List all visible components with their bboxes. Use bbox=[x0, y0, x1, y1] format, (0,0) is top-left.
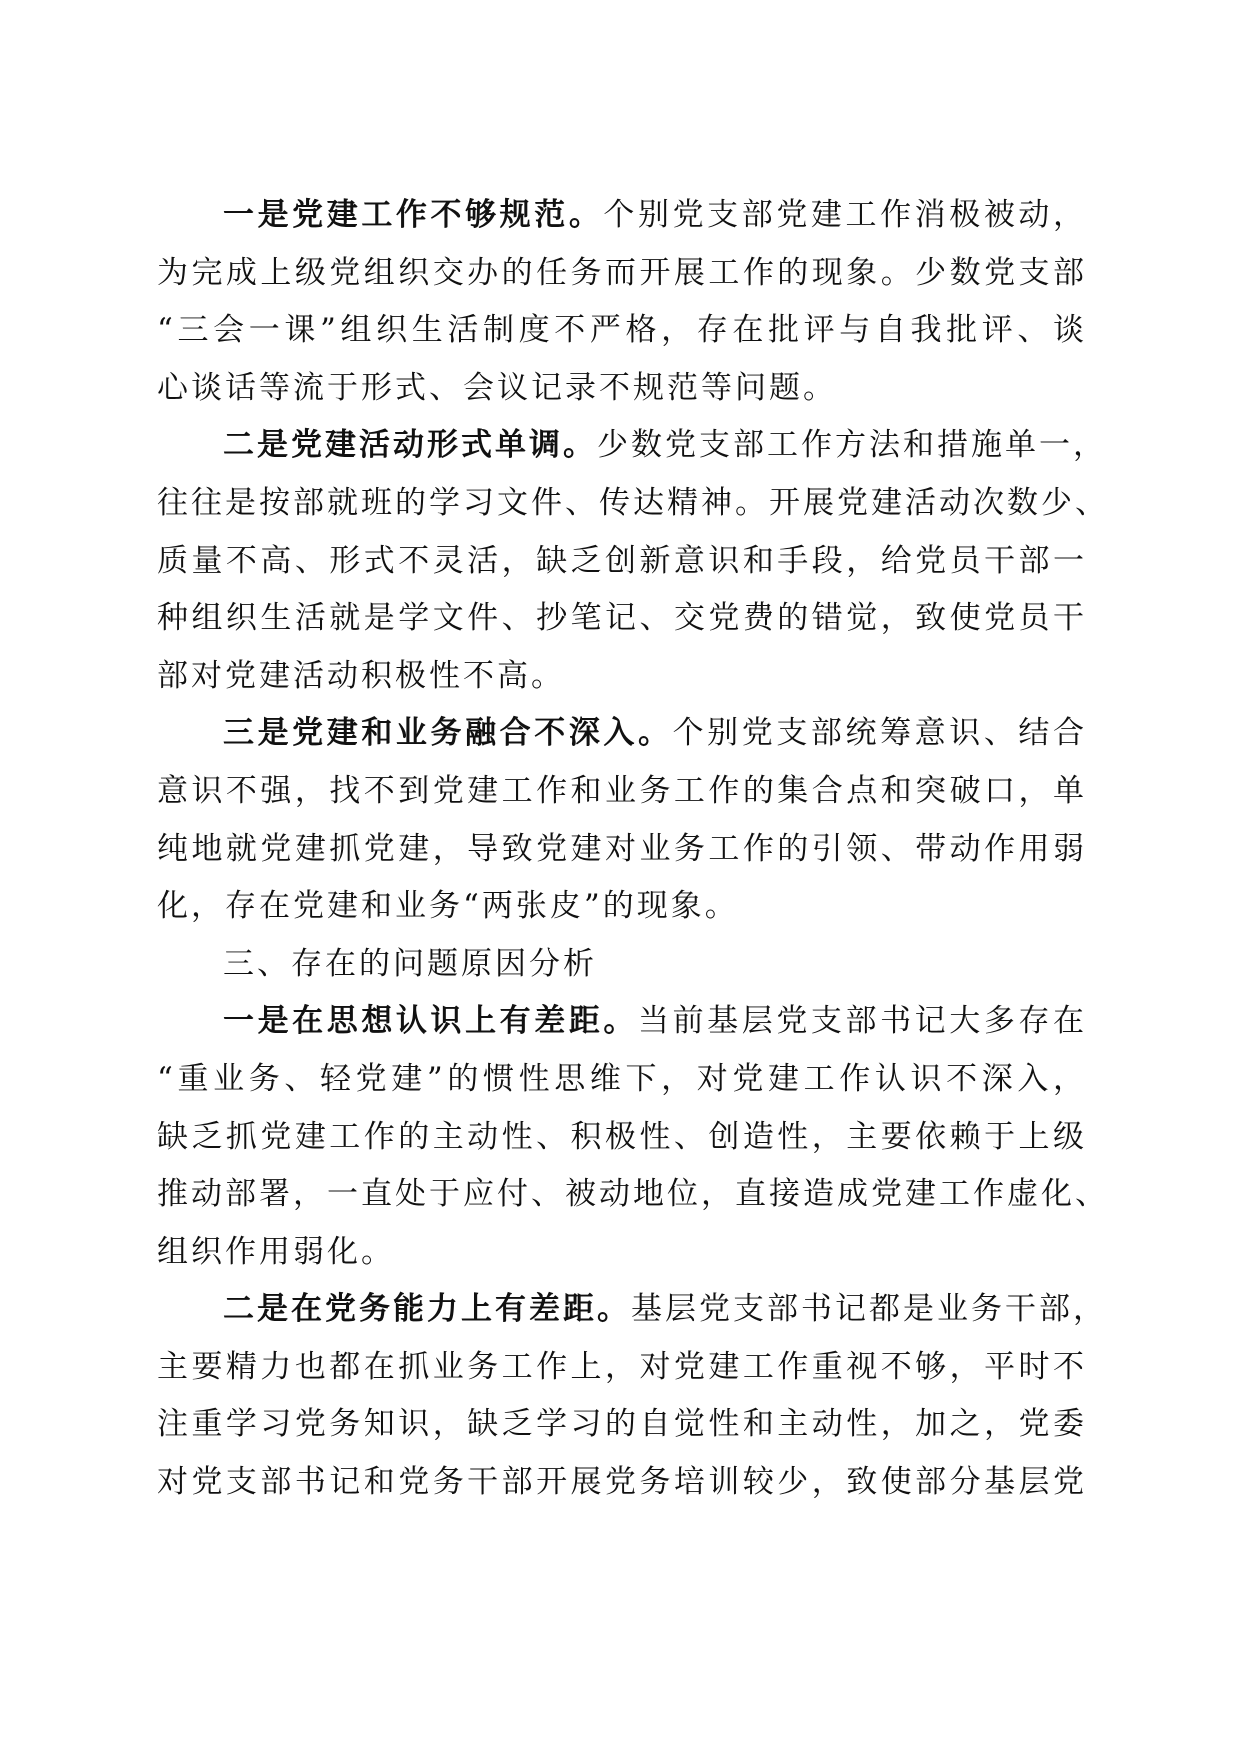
paragraph-4-line-4: 推动部署，一直处于应付、被动地位，直接造成党建工作虚化、 bbox=[157, 1176, 1109, 1213]
paragraph-text: 基层党支部书记都是业务干部， bbox=[631, 1291, 1107, 1328]
paragraph-1-line-1 bbox=[157, 187, 1087, 245]
paragraph-5-line-2: 主要精力也都在抓业务工作上，对党建工作重视不够，平时不 bbox=[157, 1348, 1087, 1385]
paragraph-5-line-3: 注重学习党务知识，缺乏学习的自觉性和主动性，加之，党委 bbox=[157, 1406, 1087, 1443]
paragraph-4-line-5: 组织作用弱化。 bbox=[157, 1233, 395, 1270]
paragraph-3-line-1 bbox=[157, 705, 1087, 763]
paragraph-lead: 二是在党务能力上有差距。 bbox=[223, 1291, 631, 1328]
paragraph-5-line-4: 对党支部书记和党务干部开展党务培训较少，致使部分基层党 bbox=[157, 1464, 1087, 1501]
paragraph-3-line-4: 化，存在党建和业务“两张皮”的现象。 bbox=[157, 888, 739, 925]
paragraph-2-line-1 bbox=[157, 417, 1107, 475]
paragraph-5-line-1 bbox=[157, 1281, 1107, 1339]
paragraph-text: 当前基层党支部书记大多存在 bbox=[638, 1003, 1087, 1040]
paragraph-4-line-1 bbox=[157, 993, 1087, 1051]
paragraph-4-line-3: 缺乏抓党建工作的主动性、积极性、创造性，主要依赖于上级 bbox=[157, 1118, 1087, 1155]
paragraph-2-line-3: 质量不高、形式不灵活，缺乏创新意识和手段，给党员干部一 bbox=[157, 542, 1087, 579]
paragraph-2-line-4: 种组织生活就是学文件、抄笔记、交党费的错觉，致使党员干 bbox=[157, 600, 1087, 637]
paragraph-text: 个别党支部党建工作消极被动， bbox=[603, 197, 1088, 233]
paragraph-text: 个别党支部统筹意识、结合 bbox=[672, 715, 1088, 752]
document-body bbox=[157, 187, 1109, 1512]
paragraph-text: 少数党支部工作方法和措施单一， bbox=[597, 427, 1107, 464]
paragraph-3-line-2: 意识不强，找不到党建工作和业务工作的集合点和突破口，单 bbox=[157, 772, 1087, 809]
paragraph-2-line-5: 部对党建活动积极性不高。 bbox=[157, 657, 565, 694]
section-heading: 三、存在的问题原因分析 bbox=[223, 945, 597, 982]
paragraph-1-line-3: “三会一课”组织生活制度不严格，存在批评与自我批评、谈 bbox=[157, 312, 1087, 349]
paragraph-lead: 一是党建工作不够规范。 bbox=[223, 197, 604, 233]
paragraph-3-line-3: 纯地就党建抓党建，导致党建对业务工作的引领、带动作用弱 bbox=[157, 830, 1087, 867]
paragraph-lead: 二是党建活动形式单调。 bbox=[223, 427, 597, 464]
paragraph-4-line-2: “重业务、轻党建”的惯性思维下，对党建工作认识不深入， bbox=[157, 1060, 1087, 1097]
paragraph-lead: 三是党建和业务融合不深入。 bbox=[223, 715, 673, 752]
paragraph-lead: 一是在思想认识上有差距。 bbox=[223, 1003, 638, 1040]
paragraph-1-line-2: 为完成上级党组织交办的任务而开展工作的现象。少数党支部 bbox=[157, 254, 1087, 291]
paragraph-1-line-4: 心谈话等流于形式、会议记录不规范等问题。 bbox=[157, 369, 837, 406]
paragraph-2-line-2: 往往是按部就班的学习文件、传达精神。开展党建活动次数少、 bbox=[157, 484, 1109, 521]
